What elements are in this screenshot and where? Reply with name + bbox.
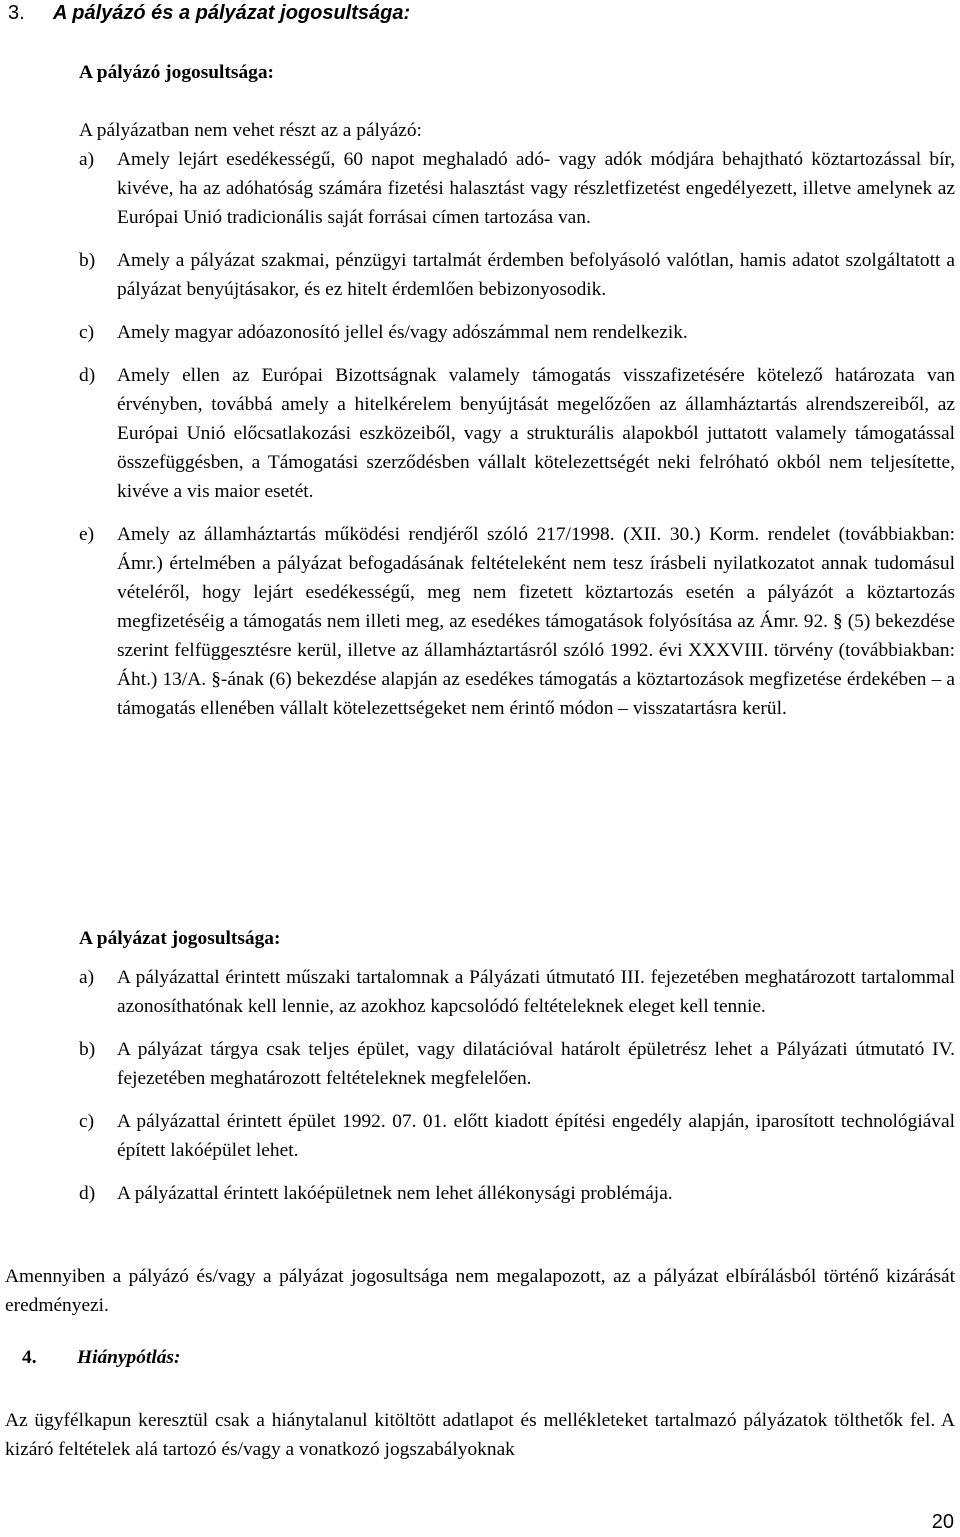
item-marker: b): [79, 250, 96, 271]
item-marker: c): [79, 1111, 95, 1132]
conclusion-paragraph: Amennyiben a pályázó és/vagy a pályázat jogosultsága nem megalapozott, az a pályázat elbírálásból történő kizárását eredményezi.: [5, 1266, 955, 1316]
section-4-paragraph: Az ügyfélkapun keresztül csak a hiánytalanul kitöltött adatlapot és mellékleteket tartalmazó pályázatok tölthetők fel. A kizáró feltételek alá tartozó és/vagy a vonatkozó jogszabályoknak: [5, 1410, 955, 1460]
item-text: Amely az államháztartás működési rendjéről szóló 217/1998. (XII. 30.) Korm. rendelet (továbbiakban: Ámr.) értelmében a pályázat befogadásának feltételeként nem tesz írásbeli nyilatkozatot annak tudomásul vételéről, hogy lejárt esedékességű, meg nem fizetett köztartozás esetén a pályázót a köztartozás megfizetéséig a támogatás nem illeti meg, az esedékes támogatások folyósítása az Ámr. 92. § (5) bekezdése szerint felfüggesztésre kerül, illetve az államháztartásról szóló 1992. évi XXXVIII. törvény (továbbiakban: Áht.) 13/A. §-ának (6) bekezdése alapján az esedékes támogatás a köztartozások megfizetése érdekében – a támogatás ellenében vállalt kötelezettségeket nem érintő módon – visszatartásra kerül.: [117, 524, 955, 719]
item-marker: c): [79, 322, 95, 343]
list-item: [79, 361, 955, 506]
section-3-title: A pályázó és a pályázat jogosultsága:: [53, 2, 411, 24]
item-text: A pályázattal érintett lakóépületnek nem lehet állékonysági problémája.: [117, 1183, 673, 1204]
item-marker: b): [79, 1039, 96, 1060]
applicant-exclusion-list: [79, 145, 955, 723]
item-marker: a): [79, 149, 95, 170]
section-3-number: 3.: [8, 2, 25, 24]
item-marker: e): [79, 524, 95, 545]
item-marker: d): [79, 365, 96, 386]
list-item: [79, 1035, 955, 1093]
item-text: Amely magyar adóazonosító jellel és/vagy adószámmal nem rendelkezik.: [117, 322, 688, 343]
section-4-heading: [22, 1347, 180, 1369]
applicant-eligibility-heading: A pályázó jogosultsága:: [79, 62, 274, 83]
list-item: [79, 318, 955, 347]
list-item: [79, 145, 955, 232]
item-marker: a): [79, 967, 95, 988]
item-text: A pályázat tárgya csak teljes épület, vagy dilatációval határolt épületrész lehet a Pályázati útmutató IV. fejezetében meghatározott feltételeknek megfelelően.: [117, 1039, 955, 1089]
item-text: Amely a pályázat szakmai, pénzügyi tartalmát érdemben befolyásoló valótlan, hamis adatot szolgáltatott a pályázat benyújtásakor, és ez hitelt érdemlően bebizonyosodik.: [117, 250, 955, 300]
list-item: [79, 963, 955, 1021]
list-item: [79, 1179, 955, 1208]
item-text: A pályázattal érintett épület 1992. 07. 01. előtt kiadott építési engedély alapján, iparosított technológiával épített lakóépület lehet.: [117, 1111, 955, 1161]
section-3-heading: [8, 2, 410, 25]
list-item: [79, 246, 955, 304]
page-number: 20: [931, 1511, 954, 1533]
application-condition-list: [79, 963, 955, 1208]
section-4-title: Hiánypótlás:: [77, 1347, 181, 1368]
applicant-intro: A pályázatban nem vehet részt az a pályázó:: [79, 120, 422, 141]
list-item: [79, 1107, 955, 1165]
item-text: Amely ellen az Európai Bizottságnak valamely támogatás visszafizetésére kötelező határozata van érvényben, továbbá amely a hitelkérelem benyújtását megelőzően az államháztartás alrendszereiből, az Európai Unió előcsatlakozási eszközeiből, vagy a strukturális alapokból juttatott valamely támogatással összefüggésben, a Támogatási szerződésben vállalt kötelezettségét neki felróható okból nem teljesítette, kivéve a vis maior esetét.: [117, 365, 955, 502]
item-marker: d): [79, 1183, 96, 1204]
section-4-number: 4.: [22, 1347, 37, 1368]
list-item: [79, 520, 955, 723]
application-eligibility-heading: A pályázat jogosultsága:: [79, 928, 281, 949]
item-text: A pályázattal érintett műszaki tartalomnak a Pályázati útmutató III. fejezetében meghatározott tartalommal azonosíthatónak kell lennie, az azokhoz kapcsolódó feltételeknek eleget kell tennie.: [117, 967, 955, 1017]
item-text: Amely lejárt esedékességű, 60 napot meghaladó adó- vagy adók módjára behajtható köztartozással bír, kivéve, ha az adóhatóság számára fizetési halasztást vagy részletfizetést engedélyezett, illetve amelynek az Európai Unió tradicionális saját forrásai címen tartozása van.: [117, 149, 955, 228]
